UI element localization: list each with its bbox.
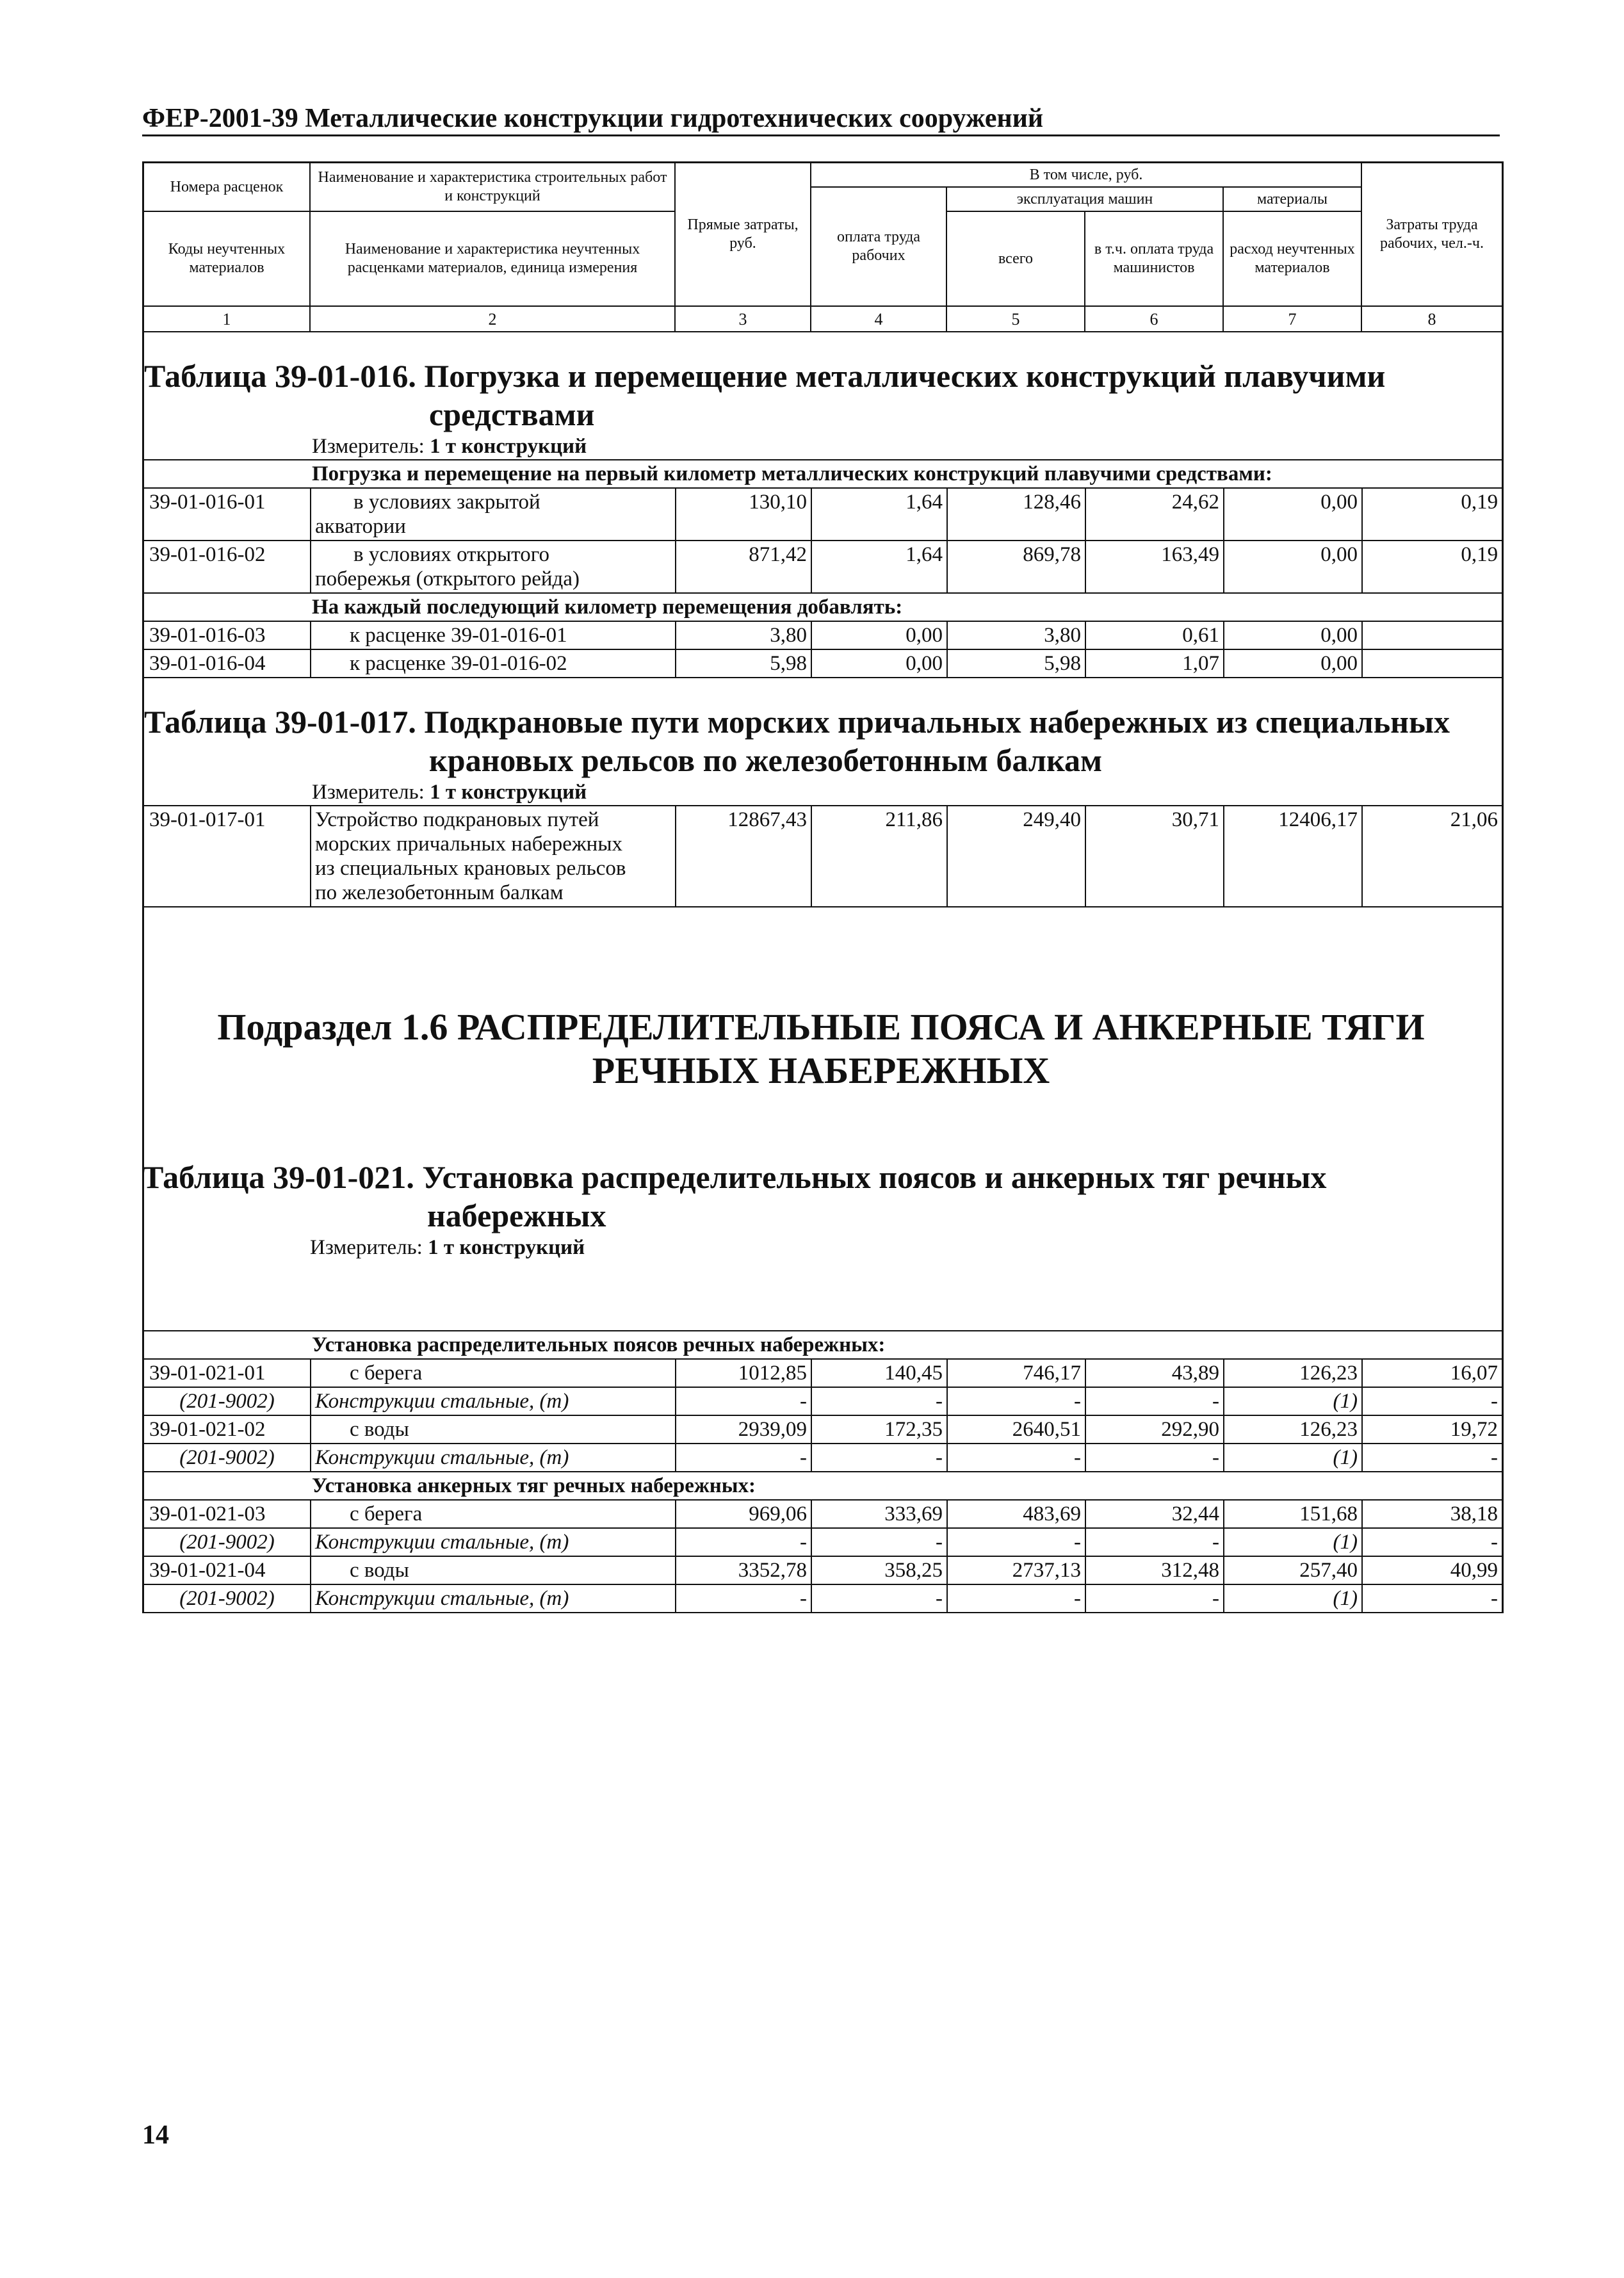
table-021-measure: Измеритель: 1 т конструкций [310, 1236, 585, 1259]
col3-header: Прямые затраты, руб. [676, 163, 811, 307]
col-number: 5 [947, 307, 1085, 332]
table-row: 39-01-017-01 Устройство подкрановых путей морских причальных набережных из специальных крановых рельсов по железобетонным балкам 12867,43 211,86 249,40 30,71 12406,17 21,06 [144, 806, 1502, 907]
col8-header: Затраты труда рабочих, чел.-ч. [1362, 163, 1502, 307]
page-header: ФЕР-2001-39 Металлические конструкции гидротехнических сооружений [142, 102, 1500, 136]
col5-header: всего [947, 212, 1085, 307]
col-number: 7 [1224, 307, 1362, 332]
table-row: (201-9002) Конструкции стальные, (т) - - - - (1) - [144, 1584, 1502, 1613]
table-021-title: Таблица 39-01-021. Установка распределительных поясов и анкерных тяг речных набережных [142, 1159, 1327, 1233]
col-number: 2 [311, 307, 676, 332]
col4-header: оплата труда рабочих [811, 188, 947, 307]
table-021 [144, 1330, 1502, 1613]
col2-header-top: Наименование и характеристика строительных работ и конструкций [311, 163, 676, 212]
table-row: 39-01-021-01 с берега 1012,85 140,45 746,17 43,89 126,23 16,07 [144, 1359, 1502, 1387]
table-021-subheading: Установка распределительных поясов речных набережных: [144, 1331, 1502, 1359]
group-header: В том числе, руб. [811, 163, 1362, 188]
col-number: 1 [144, 307, 311, 332]
table-016-measure: Измеритель: 1 т конструкций [312, 435, 587, 458]
table-017 [144, 805, 1502, 907]
materials-header: материалы [1224, 188, 1362, 212]
col-number: 3 [676, 307, 811, 332]
table-row: 39-01-016-04 к расценке 39-01-016-02 5,98 0,00 5,98 1,07 0,00 [144, 649, 1502, 678]
col6-header: в т.ч. оплата труда машинистов [1085, 212, 1224, 307]
subsection-spacer [144, 907, 1502, 1330]
machines-header: эксплуатация машин [947, 188, 1224, 212]
table-row: 39-01-021-03 с берега 969,06 333,69 483,69 32,44 151,68 38,18 [144, 1500, 1502, 1528]
table-row: (201-9002) Конструкции стальные, (т) - - - - (1) - [144, 1387, 1502, 1415]
table-row: (201-9002) Конструкции стальные, (т) - - - - (1) - [144, 1444, 1502, 1472]
table-017-title: Таблица 39-01-017. Подкрановые пути морских причальных набережных из специальных крановых рельсов по железобетонным балкам [144, 704, 1450, 778]
col1-header-top: Номера расценок [144, 163, 311, 212]
table-016 [144, 459, 1502, 678]
subsection-heading: Подраздел 1.6 РАСПРЕДЕЛИТЕЛЬНЫЕ ПОЯСА И АНКЕРНЫЕ ТЯГИ РЕЧНЫХ НАБЕРЕЖНЫХ [217, 1006, 1425, 1091]
table-row: 39-01-021-02 с воды 2939,09 172,35 2640,51 292,90 126,23 19,72 [144, 1415, 1502, 1444]
page-number: 14 [142, 2120, 169, 2150]
col-number: 6 [1085, 307, 1224, 332]
table-017-measure: Измеритель: 1 т конструкций [312, 781, 587, 804]
document-frame [142, 161, 1504, 1613]
col2-header-bottom: Наименование и характеристика неучтенных расценками материалов, единица измерения [311, 212, 676, 307]
table-row: 39-01-021-04 с воды 3352,78 358,25 2737,13 312,48 257,40 40,99 [144, 1556, 1502, 1584]
table-016-title: Таблица 39-01-016. Погрузка и перемещение металлических конструкций плавучими средствами [144, 358, 1386, 432]
table-row: (201-9002) Конструкции стальные, (т) - - - - (1) - [144, 1528, 1502, 1556]
table-021-subheading: Установка анкерных тяг речных набережных: [144, 1472, 1502, 1500]
table-row: 39-01-016-03 к расценке 39-01-016-01 3,80 0,00 3,80 0,61 0,00 [144, 621, 1502, 649]
column-header [144, 163, 1502, 332]
table-row: 39-01-016-01 в условиях закрытой акватории 130,10 1,64 128,46 24,62 0,00 0,19 [144, 488, 1502, 541]
table-016-subheading: На каждый последующий километр перемещения добавлять: [144, 593, 1502, 621]
col1-header-bottom: Коды неучтенных материалов [144, 212, 311, 307]
col-number: 8 [1362, 307, 1502, 332]
table-016-subheading: Погрузка и перемещение на первый километр металлических конструкций плавучими средствами: [144, 460, 1502, 488]
col7-header: расход неучтенных материалов [1224, 212, 1362, 307]
col-number: 4 [811, 307, 947, 332]
table-021-title-block [142, 1134, 1500, 1260]
table-row: 39-01-016-02 в условиях открытого побережья (открытого рейда) 871,42 1,64 869,78 163,49 0,00 0,19 [144, 541, 1502, 593]
